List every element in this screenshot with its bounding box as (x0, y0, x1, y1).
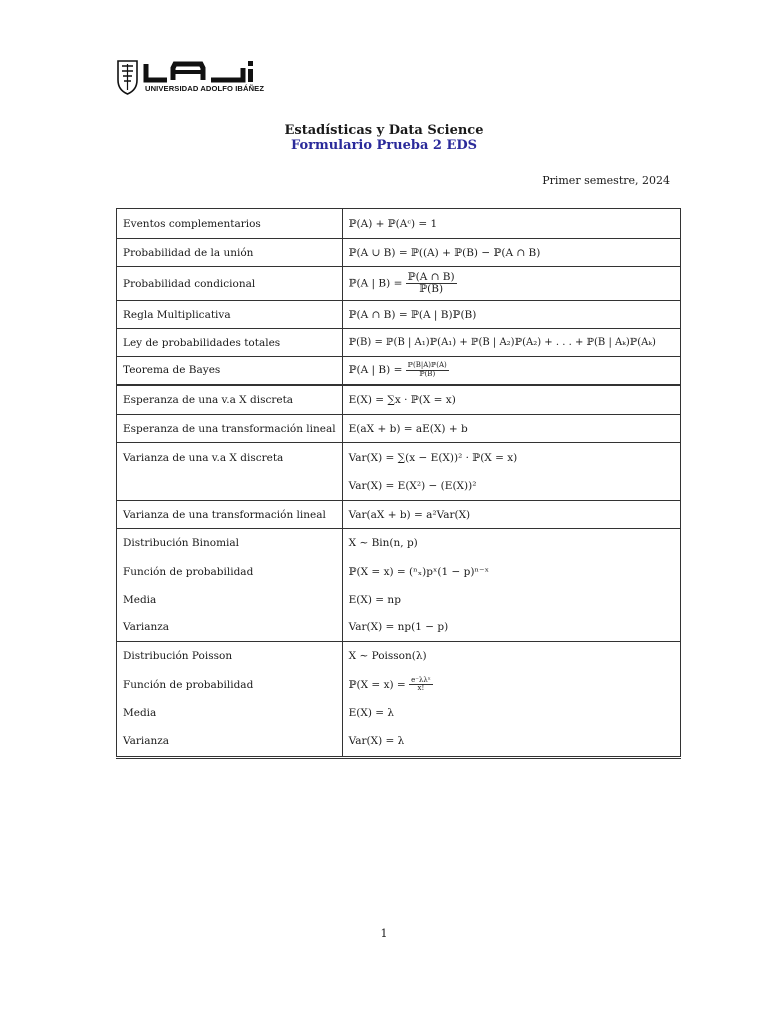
fraction-denominator: ℙ(B) (419, 283, 444, 295)
table-row (117, 586, 681, 614)
row-label: Probabilidad de la unión (117, 239, 343, 267)
table-row (117, 501, 681, 529)
table-row (117, 699, 681, 727)
row-label: Distribución Poisson (117, 642, 343, 671)
table-row (117, 443, 681, 473)
row-label: Teorema de Bayes (117, 357, 343, 385)
formula-lhs: ℙ(A | B) = (348, 277, 403, 290)
fraction-numerator: ℙ(A ∩ B) (407, 270, 455, 283)
table-row (117, 614, 681, 642)
table-row (117, 642, 681, 671)
row-formula: E(aX + b) = aE(X) + b (342, 415, 680, 443)
row-label: Distribución Binomial (117, 529, 343, 558)
row-label: Esperanza de una v.a X discreta (117, 385, 343, 415)
fraction (406, 272, 457, 295)
document-subtitle: Formulario Prueba 2 EDS (290, 138, 478, 153)
table-row (117, 239, 681, 267)
row-label: Varianza de una v.a X discreta (117, 443, 343, 473)
table-bottom-rule (116, 758, 681, 759)
row-formula: ℙ(A) + ℙ(Aᶜ) = 1 (342, 209, 680, 239)
row-formula: E(X) = λ (342, 699, 680, 727)
fraction-denominator: ℙ(B) (419, 369, 436, 378)
fraction-numerator: ℙ(B|A)ℙ(A) (407, 361, 447, 370)
fraction-numerator: e⁻λλˣ (411, 675, 431, 684)
row-formula: Var(aX + b) = a²Var(X) (342, 501, 680, 529)
table-row (117, 209, 681, 239)
formula-lhs: ℙ(A | B) = (348, 364, 403, 377)
row-formula (342, 671, 680, 699)
semester-label: Primer semestre, 2024 (542, 174, 670, 187)
row-formula: X ∼ Bin(n, p) (342, 529, 680, 558)
row-formula: Var(X) = np(1 − p) (342, 614, 680, 642)
row-formula: ℙ(A ∩ B) = ℙ(A | B)ℙ(B) (342, 301, 680, 329)
row-label: Media (117, 586, 343, 614)
row-label: Regla Multiplicativa (117, 301, 343, 329)
row-label: Probabilidad condicional (117, 267, 343, 301)
row-formula (342, 357, 680, 385)
table-row (117, 267, 681, 301)
row-label: Eventos complementarios (117, 209, 343, 239)
row-formula: E(X) = ∑x · ℙ(X = x) (342, 385, 680, 415)
row-formula: ℙ(A ∪ B) = ℙ((A) + ℙ(B) − ℙ(A ∩ B) (342, 239, 680, 267)
fraction (409, 677, 433, 693)
row-label (117, 473, 343, 501)
document-title: Estadísticas y Data Science (284, 123, 484, 138)
row-label: Ley de probabilidades totales (117, 329, 343, 357)
row-label: Función de probabilidad (117, 671, 343, 699)
table-row (117, 357, 681, 385)
fraction-denominator: x! (417, 684, 425, 692)
row-formula: E(X) = np (342, 586, 680, 614)
fraction (406, 362, 449, 378)
table-row (117, 415, 681, 443)
table-row (117, 473, 681, 501)
row-label: Media (117, 699, 343, 727)
table-row (117, 671, 681, 699)
table-row (117, 727, 681, 757)
formula-lhs: ℙ(X = x) = (348, 678, 406, 691)
table-row (117, 301, 681, 329)
row-formula: ℙ(X = x) = (ⁿₓ)pˣ(1 − p)ⁿ⁻ˣ (342, 558, 680, 586)
row-label: Función de probabilidad (117, 558, 343, 586)
table-row (117, 329, 681, 357)
row-formula: Var(X) = E(X²) − (E(X))² (342, 473, 680, 501)
row-formula: X ∼ Poisson(λ) (342, 642, 680, 671)
row-formula: Var(X) = ∑(x − E(X))² · ℙ(X = x) (342, 443, 680, 473)
row-formula: Var(X) = λ (342, 727, 680, 757)
table-row (117, 529, 681, 558)
page-number: 1 (380, 927, 388, 940)
row-label: Esperanza de una transformación lineal (117, 415, 343, 443)
table-row (117, 558, 681, 586)
row-formula (342, 267, 680, 301)
university-name: UNIVERSIDAD ADOLFO IBÁÑEZ (145, 84, 265, 93)
row-label: Varianza de una transformación lineal (117, 501, 343, 529)
row-formula: ℙ(B) = ℙ(B | A₁)ℙ(A₁) + ℙ(B | A₂)ℙ(A₂) + . . . + ℙ(B | Aₖ)ℙ(Aₖ) (342, 329, 680, 357)
table-row (117, 385, 681, 415)
row-label: Varianza (117, 614, 343, 642)
row-label: Varianza (117, 727, 343, 757)
formula-table (116, 208, 681, 757)
